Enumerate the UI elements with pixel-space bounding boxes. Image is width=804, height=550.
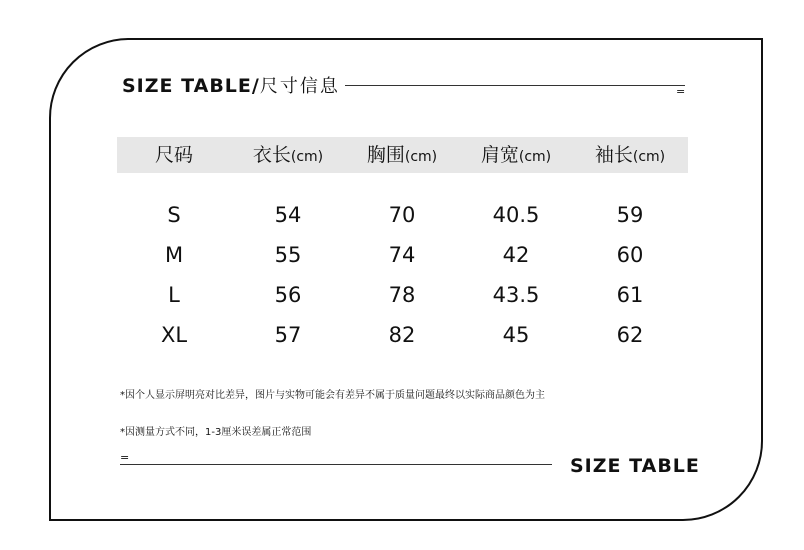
column-header-length: [231, 137, 345, 173]
column-header-unit: (cm): [290, 149, 324, 165]
note-display-difference: *因个人显示屏明亮对比差异，图片与实物可能会有差异不属于质量问题最终以实际商品颜色为主: [120, 390, 545, 401]
column-header-label: 肩宽: [480, 144, 519, 166]
table-cell: XL: [160, 323, 188, 347]
table-row: [117, 277, 688, 313]
title-english: SIZE TABLE/: [122, 75, 260, 97]
table-cell: M: [164, 243, 184, 267]
footer-title: SIZE TABLE: [570, 455, 700, 477]
table-cell: L: [168, 283, 180, 307]
column-header-size: [117, 137, 231, 173]
table-cell: 82: [388, 323, 416, 347]
table-cell: 40.5: [492, 203, 540, 227]
table-cell: 78: [388, 283, 416, 307]
table-header: [117, 137, 688, 173]
table-cell: 54: [274, 203, 302, 227]
table-cell: 61: [616, 283, 644, 307]
table-row: [117, 237, 688, 273]
column-header-label: 尺码: [154, 144, 193, 166]
column-header-label: 衣长: [252, 144, 291, 166]
table-cell: 55: [274, 243, 302, 267]
table-cell: 62: [616, 323, 644, 347]
footer-divider-marker: =: [120, 451, 130, 464]
column-header-shoulder: [459, 137, 573, 173]
column-header-unit: (cm): [404, 149, 438, 165]
table-cell: 57: [274, 323, 302, 347]
column-header-unit: (cm): [632, 149, 666, 165]
column-header-unit: (cm): [518, 149, 552, 165]
footer-divider: [120, 464, 552, 465]
table-cell: 59: [616, 203, 644, 227]
title-divider: [345, 85, 685, 86]
table-cell: S: [167, 203, 181, 227]
page-title: [122, 72, 340, 98]
table-cell: 74: [388, 243, 416, 267]
table-cell: 45: [502, 323, 530, 347]
note-measurement-tolerance: *因测量方式不同，1-3厘米误差属正常范围: [120, 427, 312, 438]
table-row: [117, 197, 688, 233]
table-cell: 70: [388, 203, 416, 227]
column-header-chest: [345, 137, 459, 173]
table-cell: 56: [274, 283, 302, 307]
column-header-sleeve: [573, 137, 687, 173]
table-cell: 42: [502, 243, 530, 267]
title-divider-marker: =: [676, 85, 686, 98]
column-header-label: 胸围: [366, 144, 405, 166]
table-row: [117, 317, 688, 353]
table-cell: 43.5: [492, 283, 540, 307]
column-header-label: 袖长: [594, 144, 633, 166]
table-cell: 60: [616, 243, 644, 267]
title-chinese: 尺寸信息: [259, 76, 340, 97]
